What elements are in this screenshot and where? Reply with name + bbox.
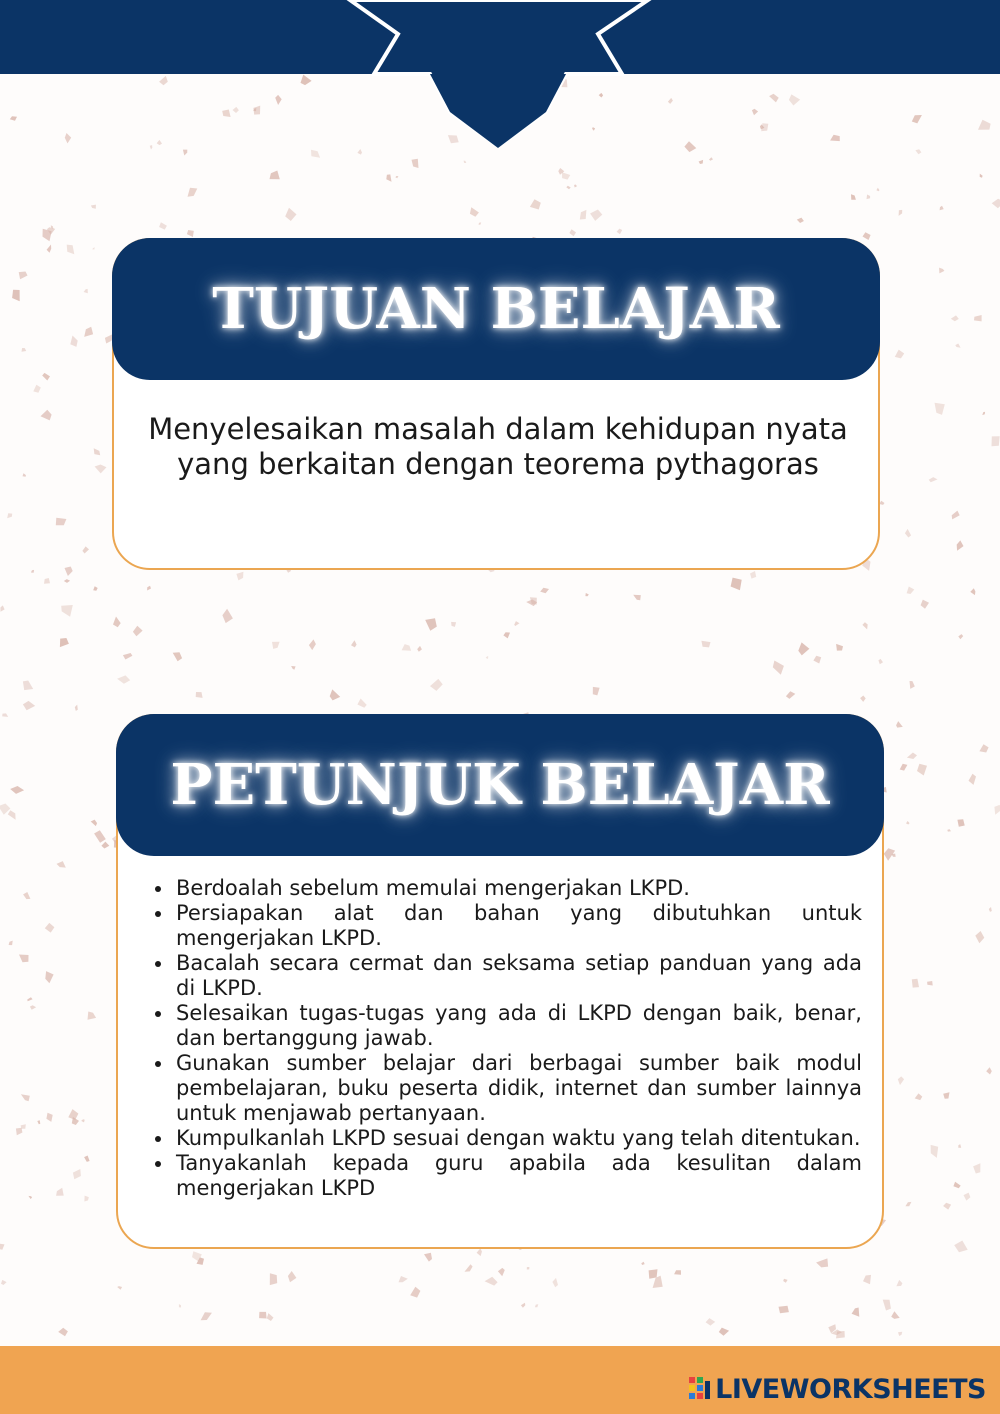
speckle <box>309 639 316 650</box>
speckle <box>951 315 959 321</box>
speckle <box>992 199 1000 209</box>
speckle <box>88 1012 97 1020</box>
speckle <box>357 699 366 708</box>
instruction-list <box>148 876 862 1201</box>
speckle <box>566 186 570 190</box>
speckle <box>201 1312 212 1320</box>
speckle <box>425 618 437 631</box>
tujuan-belajar-title: TUJUAN BELAJAR <box>212 276 780 342</box>
speckle <box>157 140 162 145</box>
speckle <box>975 931 984 943</box>
speckle <box>451 622 456 627</box>
speckle <box>943 1092 949 1099</box>
speckle <box>562 172 570 179</box>
speckle <box>593 687 600 696</box>
tujuan-belajar-card <box>112 238 880 570</box>
speckle <box>351 640 357 647</box>
speckle <box>530 199 541 209</box>
liveworksheets-logo-icon <box>689 1377 711 1403</box>
speckle <box>906 821 910 825</box>
speckle <box>973 1163 980 1173</box>
instruction-item: • Persiapakan alat dan bahan yang dibutuhkan untuk mengerjakan LKPD. <box>174 901 862 951</box>
speckle <box>91 820 97 827</box>
speckle <box>883 1300 891 1311</box>
speckle <box>590 210 602 221</box>
speckle <box>259 1312 267 1319</box>
speckle <box>957 540 964 550</box>
speckle <box>879 501 884 505</box>
speckle <box>27 997 32 1001</box>
speckle <box>22 348 27 352</box>
speckle <box>585 593 588 596</box>
speckle <box>12 290 20 302</box>
speckle <box>970 588 975 595</box>
speckle <box>769 94 779 103</box>
speckle <box>921 600 929 609</box>
speckle <box>94 448 101 455</box>
speckle <box>891 1311 900 1319</box>
petunjuk-belajar-header <box>116 714 884 856</box>
speckle <box>84 289 88 293</box>
speckle <box>30 1005 36 1009</box>
instruction-item: • Gunakan sumber belajar dari berbagai sumber baik modul pembelajaran, buku peserta didik, internet dan sumber lainnya untuk menjawab pertanyaan. <box>174 1051 862 1126</box>
speckle <box>288 1271 297 1282</box>
speckle <box>61 605 73 617</box>
speckle <box>45 971 53 983</box>
speckle <box>1 1280 7 1285</box>
speckle <box>895 350 904 359</box>
speckle <box>0 1244 5 1250</box>
speckle <box>813 656 821 664</box>
instruction-item: • Tanyakanlah kepada guru apabila ada kesulitan dalam mengerjakan LKPD <box>174 1151 862 1201</box>
speckle <box>786 691 795 699</box>
speckle <box>16 1128 23 1136</box>
speckle <box>179 1304 181 1307</box>
speckle <box>852 1308 860 1317</box>
speckle <box>940 206 944 211</box>
speckle <box>907 753 917 760</box>
speckle <box>222 110 230 118</box>
speckle <box>301 75 312 86</box>
speckle <box>994 805 1000 815</box>
speckle <box>21 1094 30 1101</box>
speckle <box>159 222 167 229</box>
speckle <box>56 518 67 526</box>
speckle <box>424 1253 432 1262</box>
speckle <box>535 1304 538 1307</box>
speckle <box>188 188 198 197</box>
speckle <box>779 1306 789 1314</box>
speckle <box>42 373 50 381</box>
speckle <box>267 1313 274 1321</box>
learning-goal-text: Menyelesaikan masalah dalam kehidupan nyata yang berkaitan dengan teorema pythagoras <box>148 412 848 481</box>
speckle <box>173 652 182 661</box>
speckle <box>92 247 94 249</box>
speckle <box>123 653 132 660</box>
speckle <box>912 979 919 988</box>
speckle <box>915 149 921 154</box>
speckle <box>233 107 239 113</box>
speckle <box>633 595 641 601</box>
speckle <box>117 1286 122 1290</box>
speckle <box>955 344 960 348</box>
speckle <box>23 473 26 476</box>
speckle <box>486 656 489 659</box>
brand-text: LIVEWORKSHEETS <box>715 1374 986 1405</box>
speckle <box>65 133 71 143</box>
speckle <box>896 1280 902 1286</box>
speckle <box>196 692 203 698</box>
speckle <box>684 141 696 152</box>
speckle <box>147 586 151 591</box>
speckle <box>19 272 28 280</box>
speckle <box>958 1144 961 1148</box>
speckle <box>10 786 24 794</box>
speckle <box>70 336 77 347</box>
speckle <box>706 1318 716 1326</box>
speckle <box>479 222 482 224</box>
speckle <box>816 1258 828 1267</box>
speckle <box>935 403 945 415</box>
speckle <box>67 245 75 255</box>
speckle <box>19 955 29 963</box>
speckle <box>863 1275 871 1284</box>
star-burst-icon <box>330 0 670 160</box>
instruction-item: • Bacalah secara cermat dan seksama setiap panduan yang ada di LKPD. <box>174 951 862 1001</box>
speckle <box>701 641 710 648</box>
speckle <box>851 194 856 200</box>
speckle <box>95 465 107 474</box>
instruction-item: • Berdoalah sebelum memulai mengerjakan LKPD. <box>174 876 862 901</box>
speckle <box>917 764 927 776</box>
speckle <box>9 941 13 946</box>
speckle <box>7 513 12 518</box>
speckle <box>929 477 938 482</box>
speckle <box>905 529 911 538</box>
speckle <box>84 1196 88 1202</box>
speckle <box>898 1076 904 1085</box>
speckle <box>23 681 33 691</box>
speckle <box>222 609 233 623</box>
speckle <box>896 721 903 728</box>
tujuan-belajar-header <box>112 238 880 380</box>
speckle <box>860 696 866 702</box>
speckle <box>68 1109 78 1120</box>
speckle <box>133 626 143 637</box>
speckle <box>752 109 758 116</box>
speckle <box>272 642 280 649</box>
speckle <box>912 115 922 123</box>
speckle <box>46 1113 52 1122</box>
speckle <box>386 174 391 181</box>
speckle <box>540 588 549 593</box>
speckle <box>81 1119 85 1122</box>
speckle <box>907 587 915 595</box>
speckle <box>974 315 982 321</box>
speckle <box>410 1287 420 1298</box>
speckle <box>943 1203 951 1210</box>
speckle <box>569 229 576 236</box>
speckle <box>939 268 944 274</box>
speckle <box>958 634 963 639</box>
speckle <box>617 229 623 235</box>
speckle <box>402 644 412 651</box>
speckle <box>830 135 840 141</box>
speckle <box>60 638 69 647</box>
speckle <box>187 230 194 237</box>
speckle <box>430 679 443 691</box>
speckle <box>23 701 35 710</box>
speckle <box>527 1267 530 1270</box>
speckle <box>236 572 243 581</box>
speckle <box>291 666 296 670</box>
speckle <box>797 218 804 223</box>
speckle <box>986 1067 992 1074</box>
speckle <box>750 571 756 579</box>
speckle <box>113 617 121 628</box>
speckle <box>412 159 419 168</box>
speckle <box>330 689 341 700</box>
speckle <box>978 120 991 130</box>
speckle <box>150 145 153 149</box>
speckle <box>905 1202 911 1206</box>
speckle <box>789 94 800 105</box>
speckle <box>699 160 704 164</box>
speckle <box>464 161 467 163</box>
speckle <box>285 208 296 221</box>
speckle <box>641 1262 644 1265</box>
speckle <box>253 106 260 115</box>
speckle <box>91 205 96 209</box>
speckle <box>417 646 422 652</box>
speckle <box>954 1241 968 1253</box>
speckle <box>980 174 983 178</box>
speckle <box>396 176 399 178</box>
speckle <box>44 578 50 584</box>
speckle <box>989 907 992 912</box>
speckle <box>952 511 960 520</box>
speckle <box>84 1156 90 1162</box>
petunjuk-belajar-card <box>116 714 884 1249</box>
speckle <box>915 1093 923 1100</box>
speckle <box>992 436 1000 446</box>
speckle <box>477 1248 482 1256</box>
speckle <box>514 621 519 626</box>
speckle <box>82 546 89 553</box>
speckle <box>41 410 52 421</box>
speckle <box>503 632 510 638</box>
speckle <box>964 1193 971 1201</box>
speckle <box>270 171 280 180</box>
speckle <box>927 981 933 986</box>
speckle <box>75 705 78 711</box>
speckle <box>183 150 187 156</box>
speckle <box>57 861 66 868</box>
speckle <box>867 195 871 200</box>
liveworksheets-brand[interactable] <box>689 1374 986 1405</box>
speckle <box>719 1328 729 1336</box>
speckle <box>159 76 168 85</box>
speckle <box>73 1169 81 1179</box>
speckle <box>0 605 4 611</box>
speckle <box>84 327 93 337</box>
speckle <box>56 1188 64 1196</box>
instruction-item: • Selesaikan tugas-tugas yang ada di LKPD dengan baik, benar, dan bertanggung jawab. <box>174 1001 862 1051</box>
speckle <box>65 567 73 577</box>
speckle <box>101 842 109 849</box>
speckle <box>521 1303 525 1308</box>
speckle <box>10 116 17 120</box>
speckle <box>798 642 809 655</box>
speckle <box>836 644 843 651</box>
speckle <box>117 675 130 683</box>
speckle <box>876 188 879 192</box>
speckle <box>270 1273 277 1285</box>
speckle <box>982 412 985 415</box>
speckle <box>580 210 587 220</box>
speckle <box>969 774 977 785</box>
speckle <box>773 661 784 675</box>
speckle <box>485 1277 498 1286</box>
speckle <box>947 829 951 832</box>
speckle <box>957 819 964 827</box>
speckle <box>23 892 30 899</box>
speckle <box>399 1276 408 1282</box>
speckle <box>900 764 908 771</box>
speckle <box>28 1196 32 1199</box>
speckle <box>674 1270 681 1275</box>
petunjuk-belajar-title: PETUNJUK BELAJAR <box>170 752 830 818</box>
speckle <box>31 570 34 573</box>
speckle <box>94 830 106 843</box>
speckle <box>574 184 577 187</box>
instruction-item: • Kumpulkanlah LKPD sesuai dengan waktu yang telah ditentukan. <box>174 1126 862 1151</box>
speckle <box>898 1332 902 1336</box>
speckle <box>862 622 867 629</box>
speckle <box>863 232 871 240</box>
speckle <box>33 385 41 393</box>
speckle <box>878 659 883 664</box>
speckle <box>58 1328 68 1337</box>
speckle <box>47 245 52 253</box>
speckle <box>37 1120 40 1124</box>
speckle <box>783 1279 787 1283</box>
speckle <box>470 207 479 216</box>
speckle <box>709 157 713 161</box>
speckle <box>552 1278 558 1287</box>
speckle <box>2 713 8 717</box>
speckle <box>899 210 903 216</box>
speckle <box>465 1264 473 1271</box>
speckle <box>910 681 915 689</box>
speckle <box>979 744 988 752</box>
speckle <box>8 810 16 819</box>
speckle <box>731 578 742 591</box>
speckle <box>931 1145 939 1158</box>
speckle <box>275 95 282 105</box>
speckle <box>649 1269 658 1278</box>
speckle <box>93 586 98 591</box>
speckle <box>311 150 320 158</box>
speckle <box>498 1268 505 1276</box>
speckle <box>45 923 55 933</box>
speckle <box>953 1182 960 1189</box>
speckle <box>64 579 70 583</box>
